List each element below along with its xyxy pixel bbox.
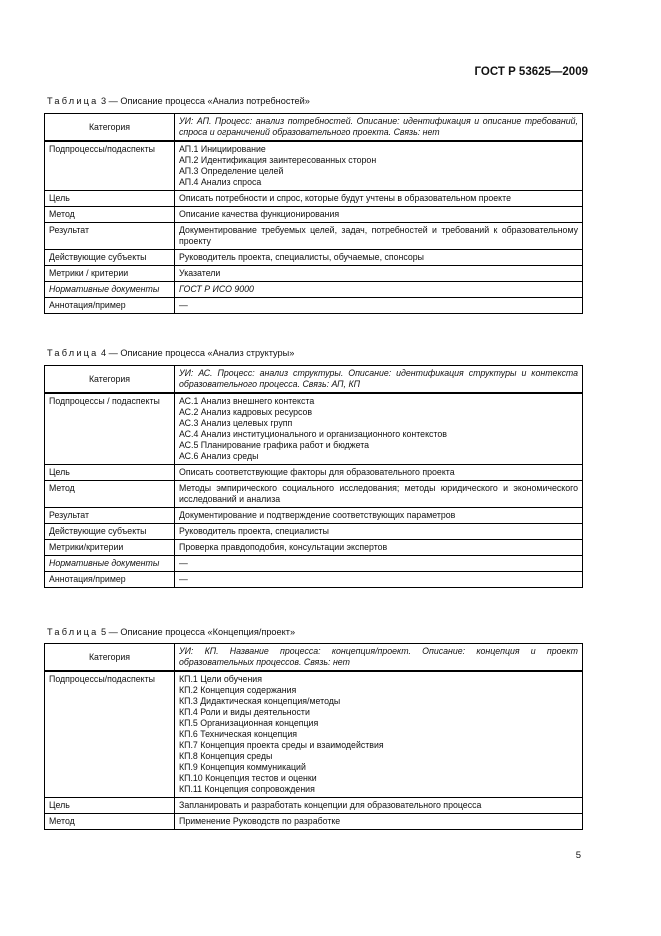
row-value-cell (175, 465, 583, 481)
table-row (45, 540, 583, 556)
header-value-cell: УИ: АС. Процесс: анализ структуры. Описание: идентификация структуры и контекста образовательного процесса. Связь: АП, КП (175, 366, 583, 394)
row-value-cell (175, 393, 583, 465)
table-row (45, 798, 583, 814)
row-label-cell: Нормативные документы (45, 556, 175, 572)
row-label-cell: Действующие субъекты (45, 524, 175, 540)
table-row (45, 465, 583, 481)
row-label-cell: Метрики/критерии (45, 540, 175, 556)
cell-line: ГОСТ Р ИСО 9000 (179, 284, 254, 294)
cell-line: КП.3 Дидактическая концепция/методы (179, 696, 341, 706)
cell-line: АС.1 Анализ внешнего контекста (179, 396, 315, 406)
row-value-cell (175, 282, 583, 298)
header-value-cell: УИ: КП. Название процесса: концепция/проект. Описание: концепция и проект образовательных процессов. Связь: нет (175, 644, 583, 672)
cell-line: Описать потребности и спрос, которые будут учтены в образовательном проекте (179, 193, 511, 203)
header-label-cell: Категория (45, 114, 175, 142)
row-value-cell (175, 481, 583, 508)
cell-line: Описание качества функционирования (179, 209, 340, 219)
cell-line: Методы эмпирического социального исследования; методы юридического и экономического исследований и анализа (179, 483, 578, 504)
cell-line: — (179, 574, 188, 584)
row-label-cell: Метод (45, 481, 175, 508)
row-label-cell: Аннотация/пример (45, 298, 175, 314)
cell-line: КП.6 Техническая концепция (179, 729, 298, 739)
process-table (44, 643, 583, 830)
row-label-cell: Цель (45, 465, 175, 481)
row-value-cell (175, 508, 583, 524)
row-value-cell (175, 524, 583, 540)
page-number: 5 (575, 850, 581, 861)
cell-line: АС.6 Анализ среды (179, 451, 259, 461)
table-row (45, 671, 583, 798)
process-table (44, 113, 583, 314)
cell-line: КП.10 Концепция тестов и оценки (179, 773, 317, 783)
header-label-cell: Категория (45, 644, 175, 672)
row-label-cell: Метод (45, 814, 175, 830)
cell-line: КП.11 Концепция сопровождения (179, 784, 315, 794)
table-row (45, 207, 583, 223)
table-row (45, 191, 583, 207)
row-value-cell (175, 556, 583, 572)
table-row (45, 556, 583, 572)
cell-line: Проверка правдоподобия, консультации экспертов (179, 542, 388, 552)
table-row (45, 524, 583, 540)
table-row (45, 141, 583, 191)
row-label-cell: Цель (45, 191, 175, 207)
cell-line: Документирование требуемых целей, задач, потребностей и требований к образовательному проекту (179, 225, 578, 246)
table-row (45, 250, 583, 266)
row-label-cell: Результат (45, 508, 175, 524)
row-label-cell: Цель (45, 798, 175, 814)
row-label-cell: Результат (45, 223, 175, 250)
cell-line: КП.4 Роли и виды деятельности (179, 707, 310, 717)
row-value-cell (175, 572, 583, 588)
table-row (45, 282, 583, 298)
table-row (45, 481, 583, 508)
cell-line: Запланировать и разработать концепции для образовательного процесса (179, 800, 482, 810)
cell-line: КП.5 Организационная концепция (179, 718, 319, 728)
row-value-cell (175, 223, 583, 250)
cell-line: АП.3 Определение целей (179, 166, 284, 176)
cell-line: — (179, 300, 188, 310)
cell-line: АС.5 Планирование графика работ и бюджета (179, 440, 370, 450)
table-row (45, 814, 583, 830)
cell-line: АС.2 Анализ кадровых ресурсов (179, 407, 313, 417)
cell-line: АП.1 Инициирование (179, 144, 266, 154)
row-value-cell (175, 814, 583, 830)
cell-line: Применение Руководств по разработке (179, 816, 341, 826)
table-header-row (45, 114, 583, 142)
cell-line: КП.1 Цели обучения (179, 674, 262, 684)
row-label-cell: Аннотация/пример (45, 572, 175, 588)
header-label-cell: Категория (45, 366, 175, 394)
row-value-cell (175, 540, 583, 556)
table-row (45, 572, 583, 588)
row-value-cell (175, 207, 583, 223)
row-value-cell (175, 798, 583, 814)
table-caption: Таблица 3 — Описание процесса «Анализ потребностей» (47, 96, 310, 106)
row-value-cell (175, 191, 583, 207)
table-row (45, 223, 583, 250)
header-value-cell: УИ: АП. Процесс: анализ потребностей. Описание: идентификация и описание требований, спроса и ограничений образовательного проекта. Связь: нет (175, 114, 583, 142)
row-label-cell: Подпроцессы/подаспекты (45, 671, 175, 798)
cell-line: АС.4 Анализ институционального и организационного контекстов (179, 429, 447, 439)
table-caption: Таблица 5 — Описание процесса «Концепция/проект» (47, 627, 296, 637)
cell-line: Указатели (179, 268, 221, 278)
cell-line: Документирование и подтверждение соответствующих параметров (179, 510, 456, 520)
row-value-cell (175, 298, 583, 314)
cell-line: АП.4 Анализ спроса (179, 177, 262, 187)
row-value-cell (175, 250, 583, 266)
cell-line: КП.2 Концепция содержания (179, 685, 297, 695)
row-value-cell (175, 266, 583, 282)
cell-line: — (179, 558, 188, 568)
cell-line: КП.8 Концепция среды (179, 751, 273, 761)
document-header: ГОСТ Р 53625—2009 (474, 66, 588, 78)
cell-line: Руководитель проекта, специалисты (179, 526, 329, 536)
table-header-row (45, 366, 583, 394)
table-header-row (45, 644, 583, 672)
row-label-cell: Метод (45, 207, 175, 223)
row-label-cell: Нормативные документы (45, 282, 175, 298)
cell-line: Описать соответствующие факторы для образовательного проекта (179, 467, 455, 477)
row-value-cell (175, 671, 583, 798)
row-label-cell: Подпроцессы / подаспекты (45, 393, 175, 465)
table-caption: Таблица 4 — Описание процесса «Анализ структуры» (47, 348, 295, 358)
row-label-cell: Действующие субъекты (45, 250, 175, 266)
cell-line: КП.9 Концепция коммуникаций (179, 762, 306, 772)
table-row (45, 508, 583, 524)
process-table (44, 365, 583, 588)
cell-line: КП.7 Концепция проекта среды и взаимодействия (179, 740, 384, 750)
row-label-cell: Подпроцессы/подаспекты (45, 141, 175, 191)
row-value-cell (175, 141, 583, 191)
cell-line: АП.2 Идентификация заинтересованных сторон (179, 155, 377, 165)
table-row (45, 266, 583, 282)
row-label-cell: Метрики / критерии (45, 266, 175, 282)
cell-line: Руководитель проекта, специалисты, обучаемые, спонсоры (179, 252, 424, 262)
cell-line: АС.3 Анализ целевых групп (179, 418, 293, 428)
table-row (45, 298, 583, 314)
table-row (45, 393, 583, 465)
